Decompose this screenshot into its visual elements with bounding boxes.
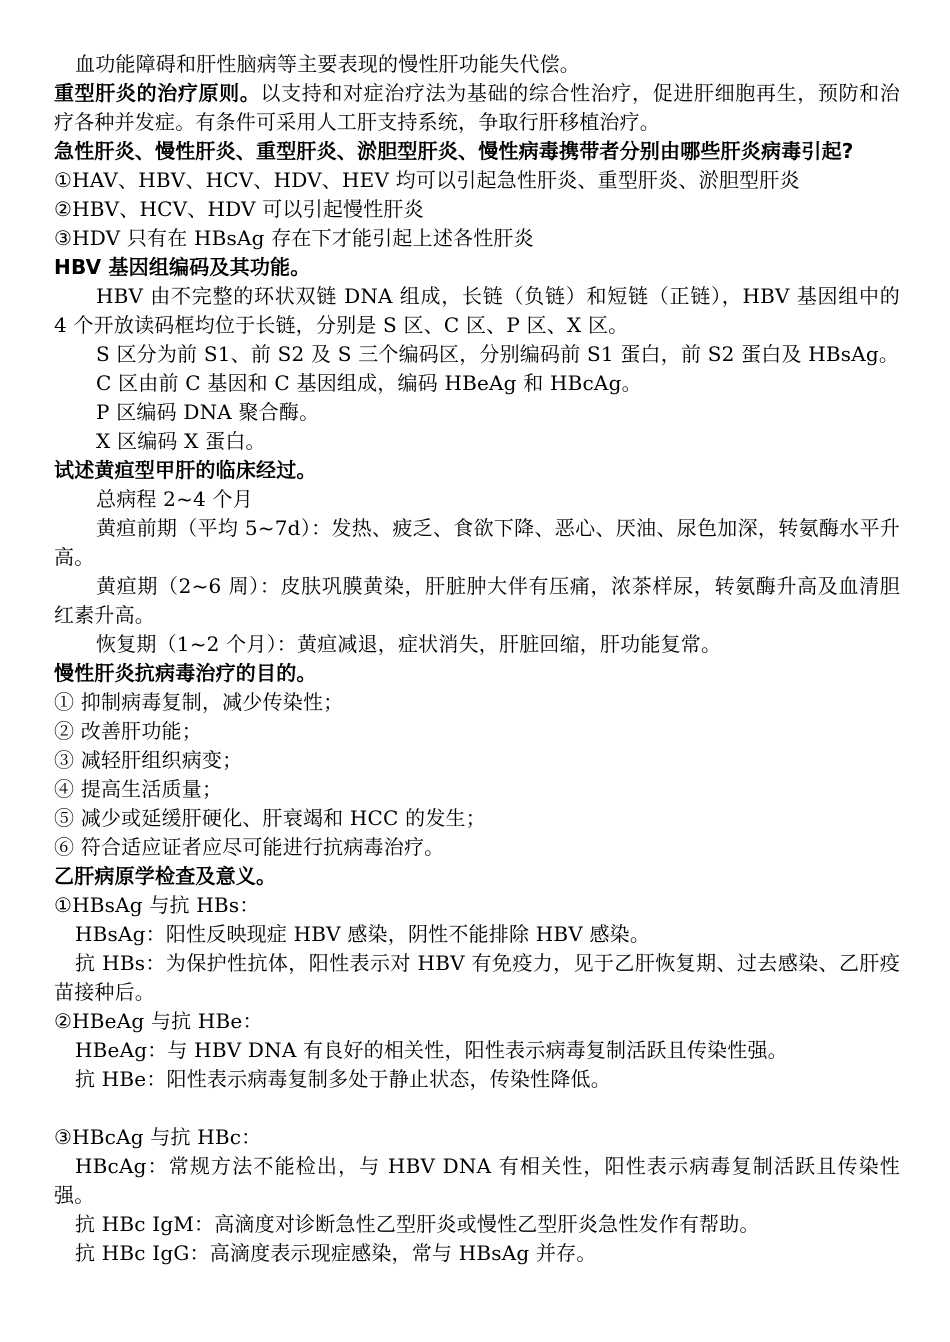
paragraph: 血功能障碍和肝性脑病等主要表现的慢性肝功能失代偿。 [75,52,580,76]
paragraph: 抗 HBe：阳性表示病毒复制多处于静止状态，传染性降低。 [75,1067,611,1091]
subheading: ②HBeAg 与抗 HBe： [54,1009,263,1033]
list-item: ② 改善肝功能； [54,719,202,743]
section-heading: 慢性肝炎抗病毒治疗的目的。 [54,661,317,685]
inline-heading: 重型肝炎的治疗原则。 [54,81,261,105]
paragraph: HBcAg：常规方法不能检出，与 HBV DNA 有相关性，阳性表示病毒复制活跃且传染性强。 [54,1154,900,1207]
list-item: ① 抑制病毒复制，减少传染性； [54,690,344,714]
list-item: ③ 减轻肝组织病变； [54,748,243,772]
blank-line [54,1094,900,1123]
section-heading: 乙肝病原学检查及意义。 [54,864,277,888]
document-page [54,50,900,1268]
paragraph: HBsAg：阳性反映现症 HBV 感染，阴性不能排除 HBV 感染。 [75,922,651,946]
list-item: ④ 提高生活质量； [54,777,223,801]
section-heading: HBV 基因组编码及其功能。 [54,255,311,279]
paragraph: 黄疸前期（平均 5~7d）：发热、疲乏、食欲下降、恶心、厌油、尿色加深，转氨酶水平升高。 [54,516,900,569]
paragraph: 抗 HBs：为保护性抗体，阳性表示对 HBV 有免疫力，见于乙肝恢复期、过去感染、乙肝疫苗接种后。 [54,951,900,1004]
paragraph: 黄疸期（2~6 周）：皮肤巩膜黄染，肝脏肿大伴有压痛，浓茶样尿，转氨酶升高及血清胆红素升高。 [54,574,900,627]
paragraph: HBV 由不完整的环状双链 DNA 组成，长链（负链）和短链（正链），HBV 基因组中的 4 个开放读码框均位于长链，分别是 S 区、C 区、P 区、X 区。 [54,284,900,337]
paragraph: 总病程 2~4 个月 [96,487,253,511]
paragraph: S 区分为前 S1、前 S2 及 S 三个编码区，分别编码前 S1 蛋白，前 S2 蛋白及 HBsAg。 [96,342,900,366]
section-heading: 急性肝炎、慢性肝炎、重型肝炎、淤胆型肝炎、慢性病毒携带者分别由哪些肝炎病毒引起? [54,139,854,163]
paragraph-text: 以支持和对症治疗法为基础的综合性治疗，促进肝细胞再生，预防和治疗各种并发症。有条件可采用人工肝支持系统，争取行肝移植治疗。 [54,81,901,134]
list-item: ②HBV、HCV、HDV 可以引起慢性肝炎 [54,197,424,221]
subheading: ③HBcAg 与抗 HBc： [54,1125,262,1149]
paragraph: X 区编码 X 蛋白。 [96,429,266,453]
paragraph: 恢复期（1~2 个月）：黄疸减退，症状消失，肝脏回缩，肝功能复常。 [96,632,722,656]
paragraph: 抗 HBc IgG：高滴度表示现症感染，常与 HBsAg 并存。 [75,1241,597,1265]
list-item: ⑤ 减少或延缓肝硬化、肝衰竭和 HCC 的发生； [54,806,486,830]
paragraph: P 区编码 DNA 聚合酶。 [96,400,320,424]
subheading: ①HBsAg 与抗 HBs： [54,893,260,917]
paragraph: C 区由前 C 基因和 C 基因组成，编码 HBeAg 和 HBcAg。 [96,371,642,395]
list-item: ①HAV、HBV、HCV、HDV、HEV 均可以引起急性肝炎、重型肝炎、淤胆型肝炎 [54,168,800,192]
paragraph: 抗 HBc IgM：高滴度对诊断急性乙型肝炎或慢性乙型肝炎急性发作有帮助。 [75,1212,760,1236]
paragraph-with-heading [54,79,900,137]
section-heading: 试述黄疸型甲肝的临床经过。 [54,458,317,482]
list-item: ③HDV 只有在 HBsAg 存在下才能引起上述各性肝炎 [54,226,534,250]
paragraph: HBeAg：与 HBV DNA 有良好的相关性，阳性表示病毒复制活跃且传染性强。 [75,1038,788,1062]
list-item: ⑥ 符合适应证者应尽可能进行抗病毒治疗。 [54,835,445,859]
